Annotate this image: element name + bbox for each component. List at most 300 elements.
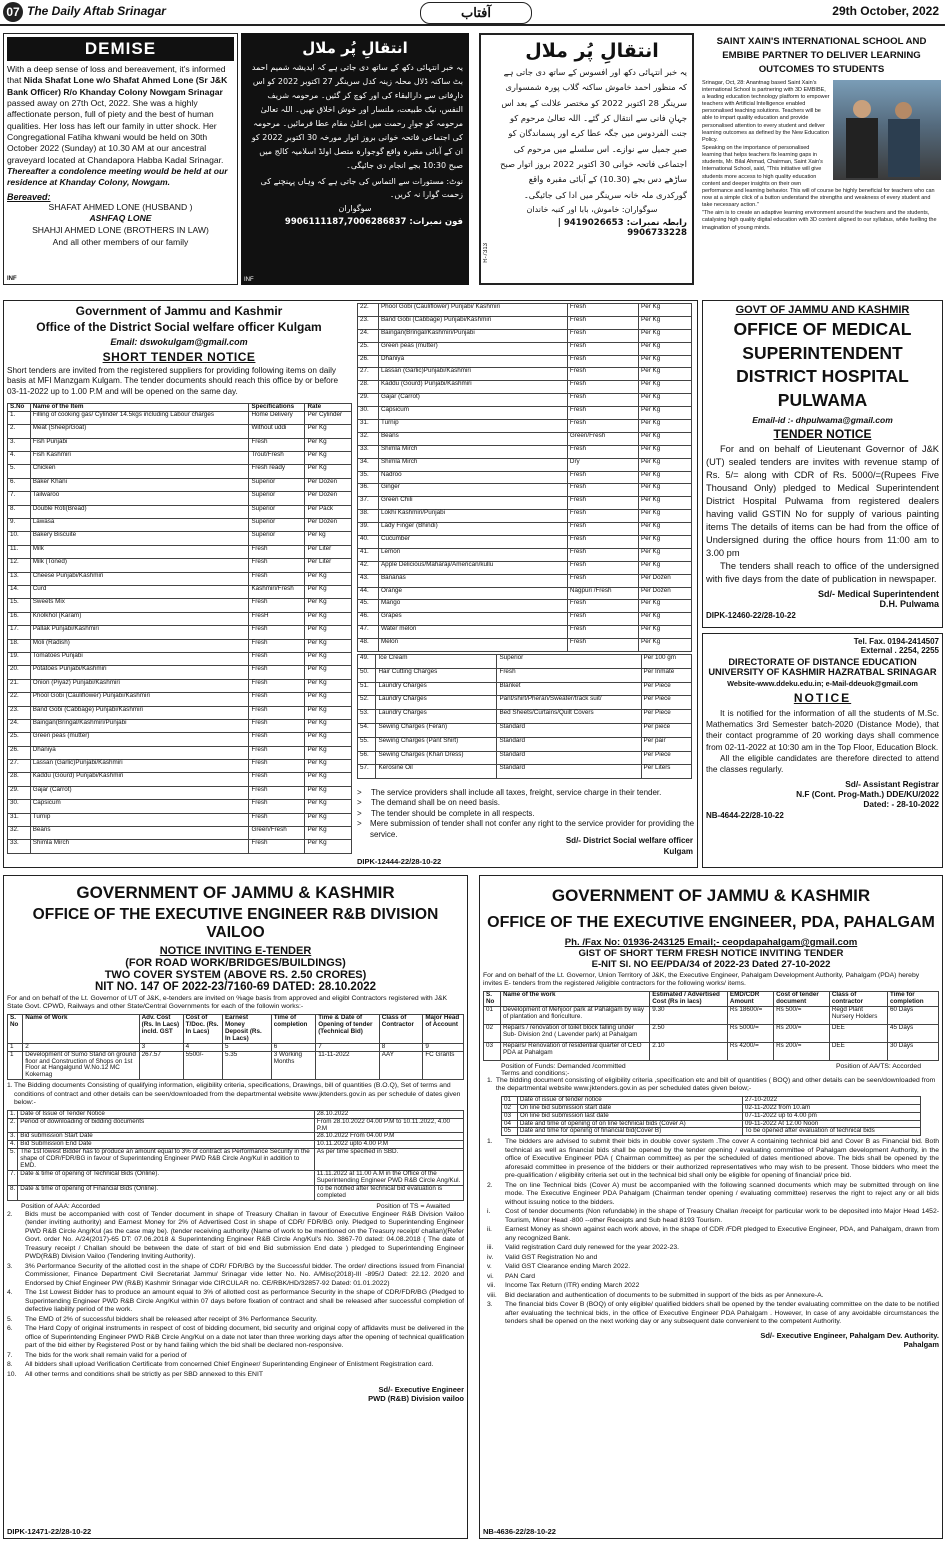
table-cell: Repairs / renovation of toilet block falling under Sub- Division 2nd ( Lavender park) at Pahalgam [500, 1024, 649, 1042]
table-cell: 25. [358, 342, 379, 355]
pahalgam-intro: For and on behalf of the Lt. Governor, Union Territory of J&K, the Executive Engineer, Pahalgam Development Authority, Pahalgam (PDA) hereby invites E- tenders from the registered /eligible contractors for the following works/ items. [483, 972, 920, 988]
table-cell: 2.50 [650, 1024, 728, 1042]
table-cell: 13. [8, 572, 31, 585]
table-row [8, 1171, 464, 1186]
table-row [358, 561, 692, 574]
table-cell: Fresh [249, 719, 305, 732]
table-cell: Gajar (Carrot) [378, 394, 567, 407]
table-row [8, 760, 352, 773]
vailoo-dates-table [7, 1110, 464, 1201]
vailoo-paras [7, 1211, 464, 1379]
table-row [358, 497, 692, 510]
table-cell: Per Piece [641, 710, 692, 724]
table-cell: Fresh [567, 548, 638, 561]
vailoo-nit: NIT NO. 147 OF 2022-23/7160-69 DATED: 28.10.2022 [94, 981, 377, 993]
table-header-cell: Cost of tender document [774, 991, 830, 1006]
table-cell: Per Kg [639, 304, 692, 317]
table-row [358, 723, 692, 737]
table-cell: The 1st lowest Bidder has to produce an amount equal to 3% of contract as Performance Security in the shape of CDR/FDR/BG in favour of Superintending Engineer PWD R&B Circle Ang/Kul in addition to EMD. [18, 1149, 315, 1171]
table-cell: Per Kg [639, 316, 692, 329]
table-cell: Development of Sumo Stand on ground floor and Construction of Shops on 1st Floor at Hangalgund W.No.12 MC Kokernag [23, 1051, 139, 1080]
ddeku-notice [702, 633, 943, 868]
vailoo-tender: GOVERNMENT OF JAMMU & KASHMIR OFFICE OF THE EXECUTIVE ENGINEER R&B DIVISION VAILOO NOTICE INVITING E-TENDER (FOR ROAD WORK/BRIDGES/BUILDINGS) TWO COVER SYSTEM (ABOVE RS. 2.50 CRORES) NIT NO. 147 OF 2022-23/7160-69 DATED: 28.10.2022 For and on behalf of the Lt. Governor of UT of J&K, e-tenders are invited on %age basis from approved and eligibl Contractors registered with J&K State Govt. CPWD, Railways and other State/Central Governments for each of the followin works:- S. No Name of Work Adv. Cost (Rs. In Lacs) incld. GST Cost of T/Doc. (Rs. In Lacs) Earnest Money Deposit (Rs. In Lacs) Time of completion Time & Date of Opening of tender (Technical Bid) Class of Contractor Major Head of Account 1 2 3 4 5 6 7 8 9 1 Development of Sumo Stand on ground floor and Construction of Shops on 1st Floor at Hangalgund W.No.12 MC Kokernag 267.57 5500/- 5.35 3 Working Months 11-11-2022 AAY FC Grants 1. The Bidding documents Consisting of qualifying information, eligibility criteria, specifications, Drawings, bill of quantities (B.O.Q), Set of terms and conditions of contract and other details can be seen/downloaded from the departmental website www.jktenders.gov.in as per schedule of dates given below:- 1. Date of Issue of Tender Notice 28.10.2022 2. Period of downloading of bidding documents From 28.10.2022 04.00 P.M to 10.11.2022, 4.00 P.M 3. Bid submission Start Date 28.10.2022 From 04.00 P.M 4. Bid Submission End Date 10.11.2022 upto 4.00 P.M 5. The 1st lowest Bidder has to produce an amount equal to 3% of contract as Performance Security in the shape of CDR/FDR/BG in favour of Superintending Engineer PWD R&B Circle Ang/Kul in addition to EMD. As per time specified in SBD. 7. Date & time of opening of Technical Bids (Online). 11.11.2022 at 11.00 A.M in the Office of the Superintending Engineer PWD R&B Circle Ang/Kul. 8. Date & time of opening of Financial Bids (Online). To be notified after technical bid evaluation is completed Position of AAA: Accorded Position of TS = Awaited 2. Bids must be accompanied with cost of Tender document in shape of Treasury Challan in favour of Executive Engineer R&B Division Vailoo (tender inviting authority) and Earnest Money for 2% of Advertised Cost in shape of CDR/ FDR/BG only. Pledged to Superintending Engineer PWD R&B Circle Ang/Kul (as the case may be). (tender receiving authority (Name of work to be mentioned on the Treasury receipt/ challan)(Refer Govt. order No. A/24(2017)-65 DT: 07.06.2018 & Superintending Engineer R&B Circle Ang/Kul's No. 3867-70 dated: 04.08.2018 ( The date of Treasury receipt / Challan should be between the date of start of bid end Bid submission End date ) pledged to Superintending Engineer PWD(R&B) Division Vailoo (Tendering Inviting Authority). 3. 3% Performance Security of the allotted cost in the shape of CDR/ FDR/BG by the Successful bidder. The order/ directions issued from Financial Commissioner, Finance Department Civil Secretariat Jammu/ Srinagar vide letter No. No. A/Misc(2018)-III -895/J Dated: 22.12. 2020 and Endorsed by Chief Engineer PW (R&B) Kashmir Srinagar vide CIRCULAR no. CE/RBK/HD/32857-92 Dated: 01.01.2022) 4. The 1st Lowest Bidder has to produce an amount equal to 3% of allotted cost as performance Security in the shape of CDR/FDR/BG (Pledged to Superintending Engineer PWD R&B Circle Ang/Kul within 07 days before fixation of contract and shall be released after successful completion of defective liability period of the work. 5. The EMD of 2% of successful bidders shall be released after receipt of 3% Performance Security. 6. The Hard Copy of original instruments in respect of cost of bidding document, bid security and original copy of affidavits must be delivered in the office of Superintending Engineer PWD R&B Circle Ang/Kul on a date not later than three working days after the opening of technical qualification part of the bid either by Registered Post or by hand failing which the bid shall be declared non-responsive. 7. The bids for the work shall remain valid for a period of 8. All bidders shall upload Verification Certificate from concerned Chief Engineer/ Superintending Engineer of Enlistment Registration card. 10. All other terms and conditions shall be strictly as per SBD annexed to this ENIT Sd/- Executive Engineer PWD (R&B) Division vailoo DIPK-12471-22/28-10-22 [3, 875, 468, 1539]
numbered-para [7, 1263, 464, 1288]
numbered-para [487, 1301, 939, 1326]
para-text: The bidders are advised to submit their bids in double cover system .The cover A containing technical bid and Cover B as Financial bid. Both technical as well as financial bids shall be opened by the tender opening / evaluating committee of Pahalgam development Authority, in the office of Executive Engineer PDA ( Chairman committee) as per the scheduled of dates mentioned above. The bids shall be opened by the aforesaid committee in presence of the bidders or their authorized representatives who may wish to be present. Those bidders who meet the pre-qualification / eligibility criteria set out in the technical bid shall only be eligible for opening of financial/ price bid. [505, 1138, 939, 1180]
table-row [8, 626, 352, 639]
table-cell: 5. [8, 1149, 18, 1171]
table-cell: 22. [358, 304, 379, 317]
demise-body-1: With a deep sense of loss and bereavement, it's informed that [7, 64, 226, 86]
table-cell: Fresh [567, 394, 638, 407]
para-number: 8. [7, 1361, 13, 1369]
table-cell: Green peas (mutter) [378, 342, 567, 355]
pahalgam-paras [483, 1138, 939, 1326]
table-cell: AAY [379, 1051, 423, 1080]
table-row [8, 599, 352, 612]
table-cell: Per Kg [639, 381, 692, 394]
table-cell: Band Gobi (Cabbage) Punjabi/Kashmiri [30, 706, 249, 719]
table-cell: Turnip [30, 813, 249, 826]
table-row [8, 545, 352, 558]
table-cell: Shimla Mirch [30, 840, 249, 853]
table-cell: Kaddu (Gourd) Punjabi/Kashmiri [30, 773, 249, 786]
table-header-cell: Time of completion [271, 1014, 315, 1043]
table-cell: 52. [358, 696, 376, 710]
table-cell: Lokhi Kashmiri/Punjabi [378, 510, 567, 523]
table-cell: 48. [358, 639, 379, 652]
table-row [8, 519, 352, 532]
para-text: All other terms and conditions shall be strictly as per SBD annexed to this ENIT [25, 1370, 264, 1378]
table-cell: To be notified after technical bid evaluation is completed [314, 1185, 463, 1200]
table-cell: Per Dozen [305, 492, 352, 505]
table-cell: Per Kg [305, 666, 352, 679]
table-cell: FC Grants [423, 1051, 464, 1080]
table-cell: Standard [497, 737, 641, 751]
table-cell: Laundry Charges [376, 682, 497, 696]
table-cell: 28.10.2022 From 04.00 P.M [314, 1133, 463, 1141]
table-header-cell: Estimated / Advertised Cost (Rs in lacs) [650, 991, 728, 1006]
table-header-cell: Class of Contractor [379, 1014, 423, 1043]
table-cell: 55. [358, 737, 376, 751]
numbered-para [7, 1316, 464, 1324]
table-cell: Chicken [30, 465, 249, 478]
table-cell: 11. [8, 545, 31, 558]
table-cell: Beans [30, 827, 249, 840]
table-row [358, 548, 692, 561]
para-text: The 1st Lowest Bidder has to produce an amount equal to 3% of allotted cost as performance Security in the shape of CDR/FDR/BG (Pledged to Superintending Engineer PWD R&B Circle Ang/Kul within 07 days before fixation of contract and shall be released after successful completion of defective liability period of the work. [25, 1289, 464, 1314]
table-cell: Dhaniya [30, 746, 249, 759]
pulwama-govt: GOVT OF JAMMU AND KASHMIR [735, 304, 910, 316]
table-row [8, 652, 352, 665]
table-cell: 49. [358, 655, 376, 669]
table-row [8, 425, 352, 438]
pulwama-email: Email-id :- dhpulwama@gmail.com [752, 414, 893, 425]
table-cell: 02-11-2022 from 10.am [742, 1104, 920, 1112]
table-cell: Laundry Charges [376, 696, 497, 710]
ddeku-notice-title: NOTICE [793, 691, 852, 705]
table-cell: Per Kg [305, 827, 352, 840]
table-cell: 47. [358, 626, 379, 639]
table-row [502, 1096, 921, 1104]
table-cell: Phool Gobi (Cauliflower) Punjabi/Kashmiri [30, 693, 249, 706]
numbered-para [7, 1361, 464, 1369]
vailoo-govt: GOVERNMENT OF JAMMU & KASHMIR [76, 883, 395, 902]
term: The service providers shall include all taxes, freight, service charge in their tender. [371, 788, 662, 797]
table-cell: Per Kg [639, 626, 692, 639]
table-cell: 11.11.2022 at 11.00 A.M in the Office of the Superintending Engineer PWD R&B Circle Ang/Kul. [314, 1171, 463, 1186]
table-cell: Sewing Charges (Feran) [376, 723, 497, 737]
table-cell: Date and time for opening of financial bid(Cover B) [517, 1128, 742, 1136]
numbered-para [487, 1208, 939, 1225]
table-cell: Lassan (Garlic)Punjabi/Kashmiri [30, 760, 249, 773]
table-cell: Home Delivery [249, 411, 305, 424]
table-cell: 21. [8, 679, 31, 692]
pahalgam-govt: GOVERNMENT OF JAMMU & KASHMIR [551, 886, 871, 905]
table-cell: 01 [502, 1096, 518, 1104]
bereaved-name: ASHFAQ LONE [89, 213, 152, 224]
table-cell: Fresh [567, 342, 638, 355]
table-cell: Period of downloading of bidding documents [18, 1118, 315, 1133]
demise-ad [3, 33, 238, 285]
table-cell: Per Dozen [305, 519, 352, 532]
urdu-heading: انتقالِ پُر ملال [525, 40, 659, 62]
table-cell: Per Kg [305, 465, 352, 478]
vailoo-aaa: Position of AAA: Accorded [21, 1202, 100, 1210]
table-cell: Per Kg [639, 536, 692, 549]
vailoo-sign: PWD (R&B) Division vailoo [368, 1393, 464, 1403]
table-cell: 34. [358, 458, 379, 471]
para-number: 10. [7, 1370, 17, 1378]
table-cell: Per Piece [641, 751, 692, 765]
table-cell: Per Kg [305, 773, 352, 786]
table-cell: Rs 200/= [774, 1024, 830, 1042]
table-cell: Fresh [567, 420, 638, 433]
ddeku-web: Website-www.ddeku.edu.in; e-Mail-ddeuok@gmail.com [727, 679, 918, 688]
table-cell: Fresh [567, 471, 638, 484]
table-cell: 10.11.2022 upto 4.00 P.M [314, 1141, 463, 1149]
vailoo-subtitle: (FOR ROAD WORK/BRIDGES/BUILDINGS) [125, 957, 346, 969]
table-cell: Fresh [567, 497, 638, 510]
numbered-para [487, 1226, 939, 1243]
kulgam-place: Kulgam [663, 847, 693, 856]
table-cell: 33. [8, 840, 31, 853]
table-cell: 7 [316, 1043, 380, 1051]
nb-code: NB-4644-22/28-10-22 [706, 811, 784, 821]
table-cell: Per Kg [305, 840, 352, 853]
table-row [8, 1110, 464, 1118]
kulgam-office: Office of the District Social welfare officer Kulgam [36, 320, 322, 334]
table-row [358, 536, 692, 549]
ddeku-para: All the eligible candidates are therefore directed to attend the classes regularly. [706, 752, 939, 774]
table-cell: Fresh [249, 800, 305, 813]
pahalgam-enit: E-NIT Sl. NO EE/PDA/34 of 2022-23 Dated 27-10-2022 [591, 959, 831, 970]
table-cell: 27. [358, 368, 379, 381]
table-cell: 31. [358, 420, 379, 433]
table-cell: DEE [829, 1024, 887, 1042]
table-cell: Fresh [567, 407, 638, 420]
para-number: 3. [7, 1262, 13, 1270]
table-cell: 4. [8, 1141, 18, 1149]
kulgam-intro: Short tenders are invited from the registered suppliers for providing following items on daily basis at MFI Manzgam Kulgam. The tender documents should reach this office by or before 03-11-2022 up to 1.00 P.M and will be opened on the same day. [7, 366, 339, 396]
table-cell: 05 [502, 1128, 518, 1136]
table-row [8, 438, 352, 451]
table-cell: Fresh [567, 381, 638, 394]
table-cell: 40. [358, 536, 379, 549]
table-header-cell: Name of Work [23, 1014, 139, 1043]
table-cell: 30. [8, 800, 31, 813]
table-row [8, 452, 352, 465]
news-para: "The aim is to create an adaptive learning environment around the teachers and the students, catalysing high quality digital education with 3D content aligned to our syllabus, while fuelling the imagination of young minds. [702, 210, 937, 231]
table-row [8, 666, 352, 679]
table-cell: Fresh [567, 484, 638, 497]
pahalgam-office: OFFICE OF THE EXECUTIVE ENGINEER, PDA, PAHALGAM [487, 914, 935, 931]
table-cell: 14. [8, 586, 31, 599]
table-row [8, 478, 352, 491]
table-cell: Per Kg [305, 599, 352, 612]
table-cell: Cheese Punjabi/Kashmiri [30, 572, 249, 585]
numbered-para [487, 1292, 939, 1300]
table-cell: 5 [222, 1043, 271, 1051]
table-row [358, 329, 692, 342]
table-header-cell: Major Head of Account [423, 1014, 464, 1043]
table-cell: Tomatoes Punjabi [30, 652, 249, 665]
table-row [8, 1185, 464, 1200]
pulwama-office: OFFICE OF MEDICAL SUPERINTENDENT DISTRICT HOSPITAL PULWAMA [733, 319, 912, 410]
table-cell: Blanket [497, 682, 641, 696]
table-cell: Phool Gobi (Cauliflower) Punjabi/ Kashmiri [378, 304, 567, 317]
table-cell: Per Kg [305, 639, 352, 652]
table-cell: Dhaniya [378, 355, 567, 368]
table-cell: 3. [8, 1133, 18, 1141]
para-text: Valid GST Registration No and [505, 1253, 598, 1261]
para-number: 7. [7, 1351, 13, 1359]
table-cell: Capsicum [30, 800, 249, 813]
table-cell: Pallak Punjabi/Kashmiri [30, 626, 249, 639]
table-cell: Per Kg [305, 438, 352, 451]
table-cell: Fresh [567, 613, 638, 626]
table-row [358, 574, 692, 587]
urdu-phone: رابطہ نمبرات: 9419026653 | 9906733228 [557, 218, 687, 239]
pahalgam-contact: Ph. /Fax No: 01936-243125 Email;- ceopdapahalgam@gmail.com [564, 937, 858, 948]
kulgam-govt: Government of Jammu and Kashmir [75, 304, 283, 318]
school-news [700, 33, 943, 285]
numbered-para [7, 1325, 464, 1350]
ddeku-university: UNIVERSITY OF KASHMIR HAZRATBAL SRINAGAR [708, 667, 937, 677]
table-cell: As per time specified in SBD. [314, 1149, 463, 1171]
table-cell: Kaddu (Gourd) Punjabi/Kashmiri [378, 381, 567, 394]
para-text: Earnest Money as shown against each work above, in the shape of CDR /FDR pledged to Executive Engineer, PDA, and Pahalgam, drawn from any recognized Bank. [505, 1226, 939, 1242]
issue-date: 29th October, 2022 [832, 4, 939, 18]
table-cell: Sewing Charges (Pant Shirt) [376, 737, 497, 751]
table-cell: Fresh [249, 639, 305, 652]
table-cell: Fresh [249, 760, 305, 773]
pahalgam-gist: GIST OF SHORT TERM FRESH NOTICE INVITING TENDER [578, 948, 844, 959]
table-cell: Grapes [378, 613, 567, 626]
table-header-cell: Adv. Cost (Rs. In Lacs) incld. GST [139, 1014, 183, 1043]
table-cell: Fresh [249, 545, 305, 558]
table-cell: Per Kg [639, 458, 692, 471]
table-cell: Per Kg [305, 586, 352, 599]
news-para: Srinagar, Oct, 28: Anantnag based Saint Xain's international School is partnering with 3D EMBIBE, a leading education technology platform to empower teachers with Artificial Intelligence enabled personalised teaching solutions. Teachers will be able to impart quality education and provide personalised attention to every student and deliver learning outcomes as defined by the New Education Policy. [702, 79, 830, 143]
inf-tag: INF [244, 277, 254, 283]
table-cell: Fresh [567, 574, 638, 587]
demise-condolence: Thereafter a condolence meeting would be held at our residence at Khanday Colony, Nowgam. [7, 166, 228, 188]
table-cell: 3. [8, 438, 31, 451]
table-row [8, 465, 352, 478]
table-cell: Apple Delicious/Maharaji/American/kullu [378, 561, 567, 574]
table-cell: 54. [358, 723, 376, 737]
para-text: The financial bids Cover B (BOQ) of only eligible/ qualified bidders shall be opened by the tender evaluating committee on the date to be notified after evaluating the technical bids, in the office of Executive Engineer PDA Pahalgam . However, In case of any avoidable circumstances the tenders shall be opened on the next working day or any subsequent date convenient to the competent Authority. [505, 1301, 939, 1326]
inf-tag: INF [7, 276, 17, 282]
table-cell: 18. [8, 639, 31, 652]
para-text: The bids for the work shall remain valid for a period of [25, 1351, 187, 1359]
urdu-phone: فون نمبرات: 9906111187,7006286837 [284, 216, 463, 227]
table-cell: Fish Kashmiri [30, 452, 249, 465]
numbered-para [7, 1352, 464, 1360]
para-text: PAN Card [505, 1272, 536, 1280]
table-row [358, 458, 692, 471]
table-cell: Hair Cutting Charges [376, 668, 497, 682]
table-cell: Laundry Charges [376, 710, 497, 724]
ddeku-ext: External . 2254, 2255 [860, 646, 939, 655]
para-number: 2. [487, 1181, 493, 1189]
table-cell: 33. [358, 445, 379, 458]
ddeku-sign: Sd/- Assistant Registrar [845, 779, 939, 790]
table-row [8, 773, 352, 786]
table-row [8, 1149, 464, 1171]
table-cell: Per Kg [305, 733, 352, 746]
numbered-para [7, 1211, 464, 1262]
table-cell: Green Chili [378, 497, 567, 510]
table-cell: Fresh [567, 355, 638, 368]
table-cell: Per Inmate [641, 668, 692, 682]
table-cell: 30. [358, 407, 379, 420]
table-cell: Tailwaroo [30, 492, 249, 505]
table-cell: Fresh [497, 668, 641, 682]
para-number: vii. [487, 1282, 496, 1290]
dipk-code: DIPK-12460-22/28-10-22 [706, 610, 796, 620]
table-cell: Per piece [641, 723, 692, 737]
kulgam-table-1 [7, 403, 352, 854]
table-header-cell: Time & Date of Opening of tender (Technical Bid) [316, 1014, 380, 1043]
table-cell: Superior [249, 505, 305, 518]
table-cell: 26. [8, 746, 31, 759]
table-cell: Per Kg [305, 706, 352, 719]
table-cell: Fresh [249, 626, 305, 639]
table-cell: Standard [497, 751, 641, 765]
table-header-cell: S.No [8, 404, 31, 412]
table-cell: Green peas (mutter) [30, 733, 249, 746]
table-cell: Fresh [249, 599, 305, 612]
table-row [8, 559, 352, 572]
table-row [358, 420, 692, 433]
table-cell: 50. [358, 668, 376, 682]
ddeku-ref: N.F (Cont. Prog-Math.) DDE/KU/2022 [796, 789, 939, 800]
urdu-note: نوٹ: مستورات سے التماس کی جاتی ہے کہ وہاں پہنچنے کی زحمت گوارا نہ کریں۔ [260, 177, 463, 199]
table-cell: Fresh [567, 561, 638, 574]
table-row [358, 381, 692, 394]
term: The demand shall be on need basis. [371, 798, 500, 808]
table-row [8, 733, 352, 746]
table-cell: Per Kg [305, 746, 352, 759]
table-row [358, 304, 692, 317]
paper-title: The Daily Aftab Srinagar [27, 4, 166, 18]
table-cell: Date & time of opening of Financial Bids (Online). [18, 1185, 315, 1200]
page-number: 07 [3, 2, 23, 22]
vailoo-ts: Position of TS = Awaited [376, 1202, 450, 1210]
table-cell: Fresh [567, 510, 638, 523]
table-cell: Fresh [249, 706, 305, 719]
table-row [358, 765, 692, 779]
table-row [8, 492, 352, 505]
numbered-para [487, 1273, 939, 1281]
para-number: 3. [487, 1301, 493, 1309]
pahalgam-works-table [483, 991, 939, 1061]
pahalgam-tender: GOVERNMENT OF JAMMU & KASHMIR OFFICE OF THE EXECUTIVE ENGINEER, PDA, PAHALGAM Ph. /Fax No: 01936-243125 Email;- ceopdapahalgam@gmail.com GIST OF SHORT TERM FRESH NOTICE INVITING TENDER E-NIT Sl. NO EE/PDA/34 of 2022-23 Dated 27-10-2022 For and on behalf of the Lt. Governor, Union Territory of J&K, the Executive Engineer, Pahalgam Development Authority, Pahalgam (PDA) hereby invites E- tenders from the registered /eligible contractors for the following works/ items. S. No Name of the work Estimated / Advertised Cost (Rs in lacs) EMD/CDR Amount Cost of tender document Class of contractor Time for completion 01 Development of Mehjoor park at Pahalgam by way of plantation and floriculture. 9.30 Rs 18600/= Rs 500/= Regd Plant Nursery Holders 60 Days 02 Repairs / renovation of toilet block falling under Sub- Division 2nd ( Lavender park) at Pahalgam 2.50 Rs 5000/= Rs 200/= DEE 45 Days 03 Repairs/ Renovation of residential quarter of CEO PDA at Pahalgam 2.10 Rs 4200/= Rs 200/= DEE 30 Days Position of Funds: Demanded /committed Position of AA/TS: Accorded Terms and conditions;- 1. The bidding document consisting of eligibility criteria ,specification etc and bill of quantities ( BOQ) and other details can be seen/downloaded from the departmental website www.jktenders.gov.in as per scheduled dates given below;- 01 Date of issue of tender notice 27-10-2022 02 On line bid submission start date 02-11-2022 from 10.am 03 On line bid submission last date 07-11-2022 up to 4.00 pm 04 Date and time of opening of on line technical bids (Cover A) 09-11-2022 At 12.00 Noon 05 Date and time for opening of financial bid(Cover B) To be opened after evaluation of technical bids 1. The bidders are advised to submit their bids in double cover system .The cover A containing technical bid and Cover B as Financial bid. Both technical as well as financial bids shall be opened by the tender opening / evaluating committee of Pahalgam development Authority, in the office of Executive Engineer PDA ( Chairman committee) as per the scheduled of dates mentioned above. The bids shall be opened by the aforesaid committee in presence of the bidders or their authorized representatives who may wish to be present. Those bidders who meet the pre-qualification / eligibility criteria set out in the technical bid shall only be eligible for opening of financial/ price bid. 2. The on line Technical bids (Cover A) must be accompanied with the following scanned documents which may be submitted through on line mode. The Executive Engineer PDA Pahalgam (Chairman tender opening / evaluating committee) reserves the right to reject any or all bids without issuing notice to the bidders. i. Cost of tender documents (Non refundable) in the shape of Treasury Challan /receipt for particular work to be deposited into Major Head 1452-Tourism, Minor Head -800 --other Receipts and Sub head 8193 Tourism. ii. Earnest Money as shown against each work above, in the shape of CDR /FDR pledged to Executive Engineer, PDA, and Pahalgam, drawn from any recognized Bank. iii. Valid registration Card duly renewed for the year 2022-23. iv. Valid GST Registration No and v. Valid GST Clearance ending March 2022. vi. PAN Card vii. Income Tax Return (ITR) ending March 2022 viii. Bid declaration and authentication of documents to be submitted in support of the bids as per Annexure-A. 3. The financial bids Cover B (BOQ) of only eligible/ qualified bidders shall be opened by the tender evaluating committee on the date to be notified after evaluating the technical bids, in the office of Executive Engineer PDA Pahalgam . However, In case of any avoidable circumstances the tenders shall be opened on the next working day or any subsequent date convenient to the competent Authority. Sd/- Executive Engineer, Pahalgam Dev. Authority. Pahalgam NB-4636-22/28-10-22 [479, 875, 943, 1539]
table-cell: Per Kg [305, 572, 352, 585]
table-cell: Baingan(Bringal/Kashmiri/Punjabi [30, 719, 249, 732]
table-cell: From 28.10.2022 04.00 P.M to 10.11.2022, 4.00 P.M [314, 1118, 463, 1133]
table-cell: 03 [484, 1042, 501, 1060]
table-row [8, 786, 352, 799]
table-cell: 19. [8, 652, 31, 665]
table-row [358, 613, 692, 626]
table-cell: Repairs/ Renovation of residential quarter of CEO PDA at Pahalgam [500, 1042, 649, 1060]
table-row [8, 532, 352, 545]
table-cell: 6. [8, 478, 31, 491]
table-cell: 2.10 [650, 1042, 728, 1060]
table-cell: Lemon [378, 548, 567, 561]
table-row [358, 639, 692, 652]
table-cell: Fresh [567, 304, 638, 317]
demise-heading: DEMISE [7, 37, 234, 61]
table-cell: 09-11-2022 At 12.00 Noon [742, 1120, 920, 1128]
table-cell: 267.57 [139, 1051, 183, 1080]
term: The tender should be complete in all respects. [371, 808, 535, 818]
table-cell: Kerosine Oil [376, 765, 497, 779]
table-cell: Milk [30, 545, 249, 558]
table-cell: 12. [8, 559, 31, 572]
table-cell: 01 [484, 1006, 501, 1024]
table-cell: Fresh [249, 773, 305, 786]
table-cell: Capsicum [378, 407, 567, 420]
urdu-signed: سوگواران [338, 203, 372, 213]
table-cell: Ginger [378, 484, 567, 497]
table-cell: 39. [358, 523, 379, 536]
table-cell: Superior [249, 532, 305, 545]
table-cell: Fresh [249, 786, 305, 799]
term: Mere submission of tender shall not confer any right to the service provider for providing the service. [369, 819, 695, 839]
demise-deceased: Nida Shafat Lone w/o Shafat Ahmed Lone (Sr J&K Bank Officer) R/o Khanday Colony Nowgam Srinagar [7, 75, 228, 97]
para-number: 2. [7, 1210, 13, 1218]
table-header-cell: Name of the Item [30, 404, 249, 412]
table-row [358, 316, 692, 329]
table-cell: Sewing Charges (Khan Dress) [376, 751, 497, 765]
table-row [358, 368, 692, 381]
table-cell: Rs 200/= [774, 1042, 830, 1060]
ddeku-para: It is notified for the information of all the students of M.Sc. Mathematics 3rd Semester batch-2020 (Distance Mode), that their contact programme of 20 working days shall commence from 02-11-2022 at 10:30 am in the Top Floor, Education Block. [706, 708, 939, 752]
table-header-cell: Name of the work [500, 991, 649, 1006]
table-cell: Per Liter [305, 545, 352, 558]
news-photo [833, 80, 941, 180]
table-cell: Per Kg [639, 445, 692, 458]
table-cell: 56. [358, 751, 376, 765]
table-cell: 23. [8, 706, 31, 719]
para-number: i. [487, 1208, 491, 1216]
pahalgam-terms: Terms and conditions;- [501, 1069, 570, 1077]
table-cell: Per pair [641, 737, 692, 751]
